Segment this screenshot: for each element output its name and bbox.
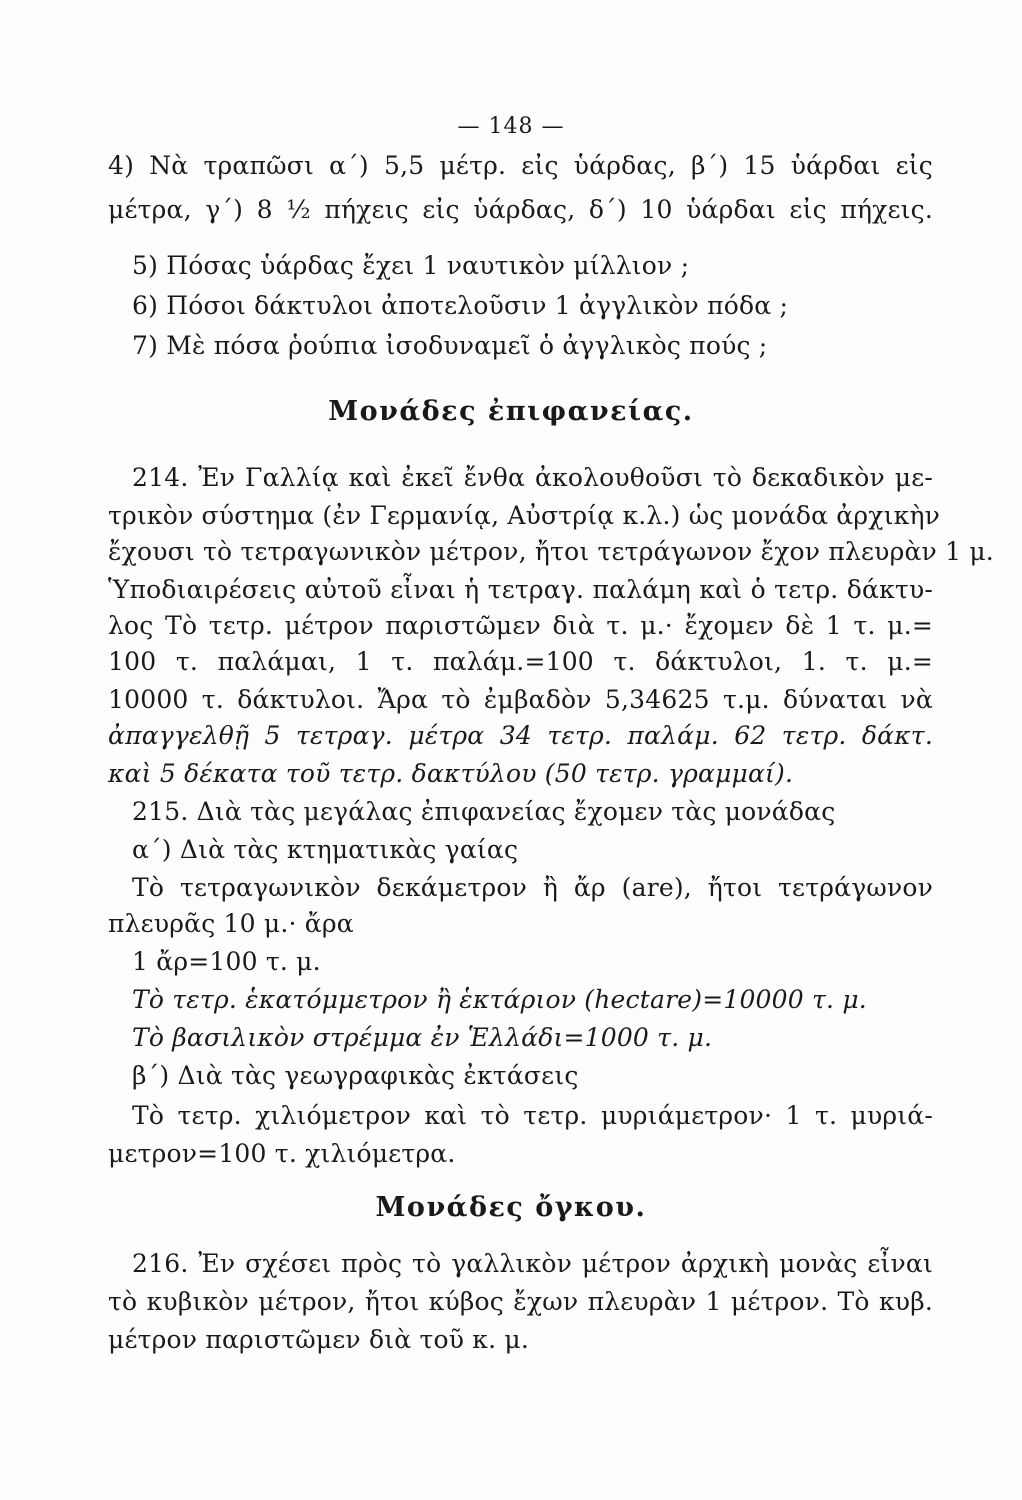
are-equation: 1 ἄρ=100 τ. μ. — [132, 947, 321, 976]
paragraph-214-line-5: λος Τὸ τετρ. μέτρον παριστῶμεν διὰ τ. μ.· ἔχομεν δὲ 1 τ. μ.= — [108, 611, 933, 640]
exercise-7: 7) Μὲ πόσα ῥούπια ἰσοδυναμεῖ ὁ ἀγγλικὸς πούς ; — [132, 331, 768, 360]
exercise-4-line-2: μέτρα, γ΄) 8 ½ πήχεις εἰς ὑάρδας, δ΄) 10 ὑάρδαι εἰς πήχεις. — [108, 195, 933, 224]
are-definition-line-2: πλευρᾶς 10 μ.· ἄρα — [108, 909, 354, 938]
exercise-5: 5) Πόσας ὑάρδας ἔχει 1 ναυτικὸν μίλλιον ; — [132, 251, 690, 280]
paragraph-216-line-2: τὸ κυβικὸν μέτρον, ἤτοι κύβος ἔχων πλευρὰν 1 μέτρον. Τὸ κυβ. — [108, 1287, 933, 1316]
paragraph-215-line-1: 215. Διὰ τὰς μεγάλας ἐπιφανείας ἔχομεν τὰς μονάδας — [132, 797, 836, 826]
paragraph-214-line-2: τρικὸν σύστημα (ἐν Γερμανίᾳ, Αὐστρίᾳ κ.λ.) ὡς μονάδα ἀρχικὴν — [108, 501, 941, 530]
geographic-units-line-2: μετρον=100 τ. χιλιόμετρα. — [108, 1139, 456, 1168]
section-a-title: α΄) Διὰ τὰς κτηματικὰς γαίας — [132, 835, 519, 864]
stremma-definition: Τὸ βασιλικὸν στρέμμα ἐν Ἑλλάδι=1000 τ. μ. — [132, 1023, 713, 1052]
heading-surface-units: Μονάδες ἐπιφανείας. — [328, 396, 694, 427]
page-number: — 148 — — [457, 114, 565, 139]
are-definition-line-1: Τὸ τετραγωνικὸν δεκάμετρον ἢ ἄρ (are), ἤτοι τετράγωνον — [132, 873, 933, 902]
paragraph-216-line-1: 216. Ἐν σχέσει πρὸς τὸ γαλλικὸν μέτρον ἀρχικὴ μονὰς εἶναι — [132, 1249, 933, 1278]
exercise-6: 6) Πόσοι δάκτυλοι ἀποτελοῦσιν 1 ἀγγλικὸν πόδα ; — [132, 291, 789, 320]
paragraph-214-line-9: καὶ 5 δέκατα τοῦ τετρ. δακτύλου (50 τετρ. γραμμαί). — [108, 759, 794, 788]
hectare-definition: Τὸ τετρ. ἑκατόμμετρον ἢ ἑκτάριον (hectare)=10000 τ. μ. — [132, 985, 867, 1014]
exercise-4-line-1: 4) Νὰ τραπῶσι α΄) 5,5 μέτρ. εἰς ὑάρδας, β΄) 15 ὑάρδαι εἰς — [108, 151, 933, 180]
paragraph-214-line-3: ἔχουσι τὸ τετραγωνικὸν μέτρον, ἤτοι τετράγωνον ἔχον πλευρὰν 1 μ. — [108, 537, 994, 566]
geographic-units-line-1: Τὸ τετρ. χιλιόμετρον καὶ τὸ τετρ. μυριάμετρον· 1 τ. μυριά- — [132, 1101, 933, 1130]
paragraph-216-line-3: μέτρον παριστῶμεν διὰ τοῦ κ. μ. — [108, 1325, 529, 1354]
section-b-title: β΄) Διὰ τὰς γεωγραφικὰς ἐκτάσεις — [132, 1061, 579, 1090]
paragraph-214-line-8: ἀπαγγελθῇ 5 τετραγ. μέτρα 34 τετρ. παλάμ. 62 τετρ. δάκτ. — [108, 721, 933, 750]
paragraph-214-line-7: 10000 τ. δάκτυλοι. Ἄρα τὸ ἐμβαδὸν 5,34625 τ.μ. δύναται νὰ — [108, 685, 933, 714]
paragraph-214-line-1: 214. Ἐν Γαλλίᾳ καὶ ἐκεῖ ἔνθα ἀκολουθοῦσι τὸ δεκαδικὸν με- — [132, 463, 933, 492]
paragraph-214-line-6: 100 τ. παλάμαι, 1 τ. παλάμ.=100 τ. δάκτυλοι, 1. τ. μ.= — [108, 647, 933, 676]
paragraph-214-line-4: Ὑποδιαιρέσεις αὐτοῦ εἶναι ἡ τετραγ. παλάμη καὶ ὁ τετρ. δάκτυ- — [108, 575, 933, 604]
heading-volume-units: Μονάδες ὄγκου. — [375, 1192, 647, 1223]
